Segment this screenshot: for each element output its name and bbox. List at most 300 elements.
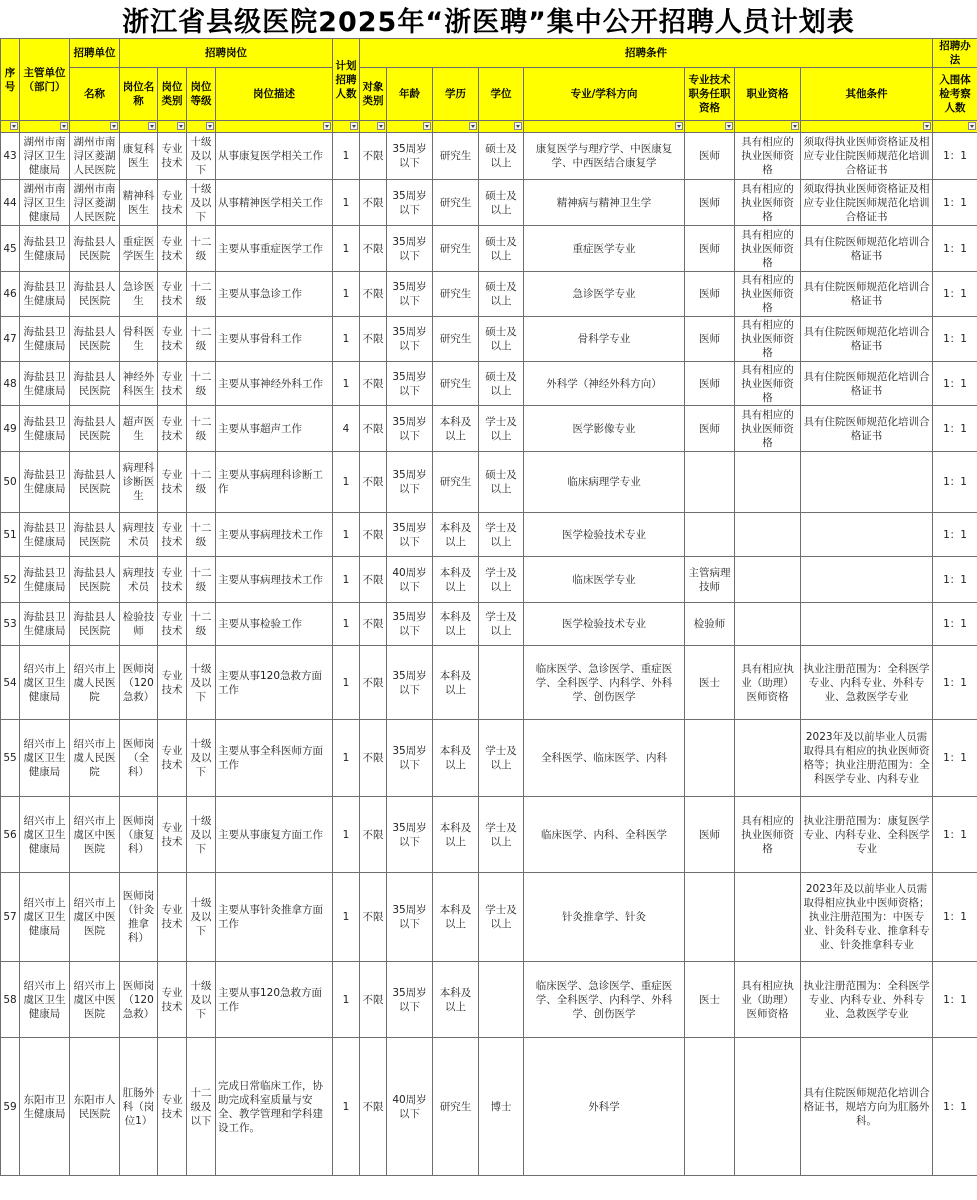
cell-post: 骨科医生 (120, 317, 158, 362)
cell-age: 35周岁以下 (387, 226, 433, 272)
cell-license: 具有相应执业（助理）医师资格 (735, 962, 801, 1038)
cell-level: 十二级 (187, 362, 216, 406)
cell-degree: 学士及以上 (479, 797, 524, 873)
cell-level: 十二级 (187, 317, 216, 362)
cell-count: 1 (333, 797, 360, 873)
cell-unit: 海盐县人民医院 (70, 272, 120, 317)
cell-desc: 主要从事检验工作 (216, 603, 333, 646)
filter-dropdown-icon[interactable] (177, 122, 185, 130)
cell-target: 不限 (360, 962, 387, 1038)
cell-education: 研究生 (433, 180, 479, 226)
cell-post: 医师岗（120急救） (120, 646, 158, 720)
cell-license: 具有相应的执业医师资格 (735, 362, 801, 406)
cell-unit: 东阳市人民医院 (70, 1038, 120, 1176)
cell-seq: 45 (1, 226, 20, 272)
cell-ratio: 1：1 (933, 646, 977, 720)
cell-level: 十级及以下 (187, 962, 216, 1038)
cell-education: 研究生 (433, 272, 479, 317)
cell-desc: 主要从事针灸推拿方面工作 (216, 873, 333, 962)
cell-other: 须取得执业医师资格证及相应专业住院医师规范化培训合格证书 (801, 133, 933, 180)
cell-education: 本科及以上 (433, 406, 479, 452)
cell-dept: 湖州市南浔区卫生健康局 (20, 180, 70, 226)
cell-level: 十级及以下 (187, 720, 216, 797)
filter-dropdown-icon[interactable] (514, 122, 522, 130)
cell-post: 急诊医生 (120, 272, 158, 317)
cell-major: 临床医学、急诊医学、重症医学、全科医学、内科学、外科学、创伤医学 (524, 962, 685, 1038)
cell-unit: 湖州市南浔区菱湖人民医院 (70, 180, 120, 226)
table-row[interactable] (1, 603, 977, 646)
cell-unit: 海盐县人民医院 (70, 513, 120, 557)
cell-dept: 海盐县卫生健康局 (20, 452, 70, 513)
filter-cell (479, 121, 524, 133)
cell-title-qual: 医士 (685, 962, 735, 1038)
header-ratio: 入围体检考察人数 (933, 68, 977, 121)
filter-cell (801, 121, 933, 133)
cell-dept: 绍兴市上虞区卫生健康局 (20, 962, 70, 1038)
cell-major: 外科学（神经外科方向） (524, 362, 685, 406)
cell-count: 1 (333, 962, 360, 1038)
cell-desc: 主要从事神经外科工作 (216, 362, 333, 406)
filter-dropdown-icon[interactable] (350, 122, 358, 130)
cell-level: 十级及以下 (187, 180, 216, 226)
cell-education: 研究生 (433, 317, 479, 362)
cell-dept: 海盐县卫生健康局 (20, 513, 70, 557)
cell-type: 专业技术 (158, 133, 187, 180)
cell-license: 具有相应的执业医师资格 (735, 317, 801, 362)
cell-seq: 53 (1, 603, 20, 646)
cell-major: 临床病理学专业 (524, 452, 685, 513)
cell-target: 不限 (360, 362, 387, 406)
cell-title-qual: 医师 (685, 272, 735, 317)
header-license: 职业资格 (735, 68, 801, 121)
cell-level: 十二级 (187, 603, 216, 646)
cell-seq: 52 (1, 557, 20, 603)
table-row[interactable] (1, 797, 977, 873)
cell-unit: 绍兴市上虞区中医医院 (70, 962, 120, 1038)
filter-cell (333, 121, 360, 133)
cell-major: 外科学 (524, 1038, 685, 1176)
cell-desc: 主要从事超声工作 (216, 406, 333, 452)
cell-major: 医学检验技术专业 (524, 513, 685, 557)
cell-post: 精神科医生 (120, 180, 158, 226)
cell-dept: 海盐县卫生健康局 (20, 317, 70, 362)
filter-cell (735, 121, 801, 133)
cell-ratio: 1：1 (933, 180, 977, 226)
cell-type: 专业技术 (158, 180, 187, 226)
cell-title-qual: 医师 (685, 362, 735, 406)
cell-license (735, 557, 801, 603)
cell-level: 十级及以下 (187, 646, 216, 720)
cell-age: 35周岁以下 (387, 646, 433, 720)
cell-unit: 海盐县人民医院 (70, 317, 120, 362)
cell-major: 精神病与精神卫生学 (524, 180, 685, 226)
cell-count: 1 (333, 317, 360, 362)
cell-ratio: 1：1 (933, 1038, 977, 1176)
cell-license: 具有相应执业（助理）医师资格 (735, 646, 801, 720)
cell-degree: 学士及以上 (479, 720, 524, 797)
cell-ratio: 1：1 (933, 406, 977, 452)
cell-age: 35周岁以下 (387, 406, 433, 452)
cell-ratio: 1：1 (933, 226, 977, 272)
cell-ratio: 1：1 (933, 720, 977, 797)
cell-major: 重症医学专业 (524, 226, 685, 272)
cell-post: 医师岗（全科） (120, 720, 158, 797)
cell-age: 35周岁以下 (387, 720, 433, 797)
cell-desc: 主要从事120急救方面工作 (216, 962, 333, 1038)
header-post-name: 岗位名称 (120, 68, 158, 121)
table-row[interactable] (1, 873, 977, 962)
cell-post: 神经外科医生 (120, 362, 158, 406)
cell-license: 具有相应的执业医师资格 (735, 226, 801, 272)
filter-dropdown-icon[interactable] (148, 122, 156, 130)
table-row[interactable] (1, 720, 977, 797)
table-row[interactable] (1, 133, 977, 180)
cell-education: 本科及以上 (433, 720, 479, 797)
filter-cell (433, 121, 479, 133)
cell-seq: 54 (1, 646, 20, 720)
cell-education: 本科及以上 (433, 513, 479, 557)
cell-count: 1 (333, 873, 360, 962)
table-row[interactable] (1, 406, 977, 452)
cell-target: 不限 (360, 873, 387, 962)
cell-degree: 学士及以上 (479, 557, 524, 603)
cell-title-qual (685, 873, 735, 962)
cell-age: 35周岁以下 (387, 452, 433, 513)
cell-target: 不限 (360, 513, 387, 557)
cell-post: 康复科医生 (120, 133, 158, 180)
cell-level: 十二级 (187, 513, 216, 557)
cell-dept: 海盐县卫生健康局 (20, 362, 70, 406)
cell-degree (479, 962, 524, 1038)
filter-dropdown-icon[interactable] (206, 122, 214, 130)
cell-seq: 58 (1, 962, 20, 1038)
filter-cell (524, 121, 685, 133)
cell-dept: 绍兴市上虞区卫生健康局 (20, 646, 70, 720)
filter-dropdown-icon[interactable] (725, 122, 733, 130)
cell-seq: 43 (1, 133, 20, 180)
cell-type: 专业技术 (158, 272, 187, 317)
cell-education: 本科及以上 (433, 873, 479, 962)
cell-type: 专业技术 (158, 317, 187, 362)
cell-post: 重症医学医生 (120, 226, 158, 272)
cell-target: 不限 (360, 797, 387, 873)
cell-title-qual: 医师 (685, 180, 735, 226)
cell-major: 医学影像专业 (524, 406, 685, 452)
cell-level: 十级及以下 (187, 873, 216, 962)
filter-dropdown-icon[interactable] (60, 122, 68, 130)
cell-unit: 湖州市南浔区菱湖人民医院 (70, 133, 120, 180)
cell-seq: 50 (1, 452, 20, 513)
cell-other: 须取得执业医师资格证及相应专业住院医师规范化培训合格证书 (801, 180, 933, 226)
cell-unit: 海盐县人民医院 (70, 452, 120, 513)
cell-count: 1 (333, 452, 360, 513)
header-target: 对象类别 (360, 68, 387, 121)
cell-target: 不限 (360, 720, 387, 797)
filter-dropdown-icon[interactable] (923, 122, 931, 130)
cell-dept: 绍兴市上虞区卫生健康局 (20, 797, 70, 873)
cell-other (801, 603, 933, 646)
cell-post: 病理技术员 (120, 513, 158, 557)
cell-dept: 湖州市南浔区卫生健康局 (20, 133, 70, 180)
cell-other (801, 557, 933, 603)
cell-ratio: 1：1 (933, 513, 977, 557)
filter-dropdown-icon[interactable] (377, 122, 385, 130)
cell-degree: 学士及以上 (479, 873, 524, 962)
cell-license (735, 873, 801, 962)
table-row[interactable] (1, 317, 977, 362)
cell-age: 35周岁以下 (387, 317, 433, 362)
table-row[interactable] (1, 557, 977, 603)
header-unit-name: 名称 (70, 68, 120, 121)
cell-unit: 海盐县人民医院 (70, 557, 120, 603)
cell-post: 检验技师 (120, 603, 158, 646)
cell-license: 具有相应的执业医师资格 (735, 180, 801, 226)
cell-level: 十级及以下 (187, 133, 216, 180)
cell-title-qual: 医师 (685, 226, 735, 272)
cell-target: 不限 (360, 646, 387, 720)
filter-cell (1, 121, 20, 133)
cell-degree: 硕士及以上 (479, 180, 524, 226)
table-row[interactable] (1, 362, 977, 406)
filter-cell (387, 121, 433, 133)
cell-other: 具有住院医师规范化培训合格证书 (801, 272, 933, 317)
cell-degree: 硕士及以上 (479, 272, 524, 317)
header-dept: 主管单位（部门） (20, 39, 70, 121)
cell-type: 专业技术 (158, 962, 187, 1038)
cell-major: 临床医学、内科、全科医学 (524, 797, 685, 873)
cell-ratio: 1：1 (933, 452, 977, 513)
cell-title-qual: 检验师 (685, 603, 735, 646)
cell-count: 1 (333, 226, 360, 272)
cell-target: 不限 (360, 603, 387, 646)
cell-dept: 海盐县卫生健康局 (20, 406, 70, 452)
cell-target: 不限 (360, 180, 387, 226)
cell-level: 十二级 (187, 452, 216, 513)
cell-title-qual (685, 513, 735, 557)
cell-ratio: 1：1 (933, 873, 977, 962)
cell-level: 十二级 (187, 557, 216, 603)
cell-seq: 49 (1, 406, 20, 452)
cell-other: 具有住院医师规范化培训合格证书 (801, 226, 933, 272)
cell-seq: 59 (1, 1038, 20, 1176)
cell-degree: 硕士及以上 (479, 452, 524, 513)
cell-desc: 主要从事急诊工作 (216, 272, 333, 317)
cell-level: 十二级 (187, 406, 216, 452)
table-row[interactable] (1, 513, 977, 557)
recruitment-table (0, 38, 977, 1176)
cell-degree: 硕士及以上 (479, 133, 524, 180)
cell-license (735, 452, 801, 513)
table-row[interactable] (1, 226, 977, 272)
filter-cell (20, 121, 70, 133)
cell-ratio: 1：1 (933, 962, 977, 1038)
cell-other: 执业注册范围为：全科医学专业、内科专业、外科专业、急救医学专业 (801, 962, 933, 1038)
cell-education: 研究生 (433, 452, 479, 513)
filter-dropdown-icon[interactable] (10, 122, 18, 130)
cell-count: 1 (333, 603, 360, 646)
cell-desc: 主要从事骨科工作 (216, 317, 333, 362)
cell-degree: 硕士及以上 (479, 226, 524, 272)
table-row[interactable] (1, 180, 977, 226)
cell-major: 康复医学与理疗学、中医康复学、中西医结合康复学 (524, 133, 685, 180)
cell-target: 不限 (360, 557, 387, 603)
sheet-title: 浙江省县级医院2025年“浙医聘”集中公开招聘人员计划表 (0, 0, 977, 39)
cell-type: 专业技术 (158, 797, 187, 873)
cell-title-qual: 医师 (685, 133, 735, 180)
cell-education: 研究生 (433, 1038, 479, 1176)
cell-major: 临床医学、急诊医学、重症医学、全科医学、内科学、外科学、创伤医学 (524, 646, 685, 720)
cell-type: 专业技术 (158, 557, 187, 603)
cell-major: 针灸推拿学、针灸 (524, 873, 685, 962)
filter-cell (685, 121, 735, 133)
filter-dropdown-icon[interactable] (675, 122, 683, 130)
header-seq: 序号 (1, 39, 20, 121)
cell-license (735, 1038, 801, 1176)
cell-age: 40周岁以下 (387, 557, 433, 603)
cell-license: 具有相应的执业医师资格 (735, 272, 801, 317)
table-row[interactable] (1, 1038, 977, 1176)
cell-title-qual: 主管病理技师 (685, 557, 735, 603)
cell-post: 病理技术员 (120, 557, 158, 603)
filter-cell (216, 121, 333, 133)
filter-dropdown-icon[interactable] (423, 122, 431, 130)
header-post-type: 岗位类别 (158, 68, 187, 121)
cell-desc: 主要从事重症医学工作 (216, 226, 333, 272)
cell-target: 不限 (360, 133, 387, 180)
filter-dropdown-icon[interactable] (323, 122, 331, 130)
cell-other: 2023年及以前毕业人员需取得相应执业中医师资格；执业注册范围为：中医专业、针灸科专业、推拿科专业、针灸推拿科专业 (801, 873, 933, 962)
table-row[interactable] (1, 646, 977, 720)
cell-count: 1 (333, 720, 360, 797)
cell-other (801, 452, 933, 513)
cell-ratio: 1：1 (933, 557, 977, 603)
cell-desc: 主要从事病理技术工作 (216, 513, 333, 557)
cell-seq: 55 (1, 720, 20, 797)
filter-dropdown-icon[interactable] (110, 122, 118, 130)
cell-major: 临床医学专业 (524, 557, 685, 603)
cell-target: 不限 (360, 452, 387, 513)
filter-dropdown-icon[interactable] (791, 122, 799, 130)
cell-unit: 绍兴市上虞区中医医院 (70, 797, 120, 873)
cell-license (735, 603, 801, 646)
cell-desc: 从事精神医学相关工作 (216, 180, 333, 226)
cell-desc: 主要从事全科医师方面工作 (216, 720, 333, 797)
cell-type: 专业技术 (158, 603, 187, 646)
header-education: 学历 (433, 68, 479, 121)
cell-education: 本科及以上 (433, 557, 479, 603)
filter-row (1, 121, 977, 133)
cell-age: 35周岁以下 (387, 362, 433, 406)
cell-degree: 硕士及以上 (479, 317, 524, 362)
cell-title-qual: 医师 (685, 797, 735, 873)
cell-license (735, 720, 801, 797)
table-header (1, 39, 977, 133)
cell-count: 1 (333, 272, 360, 317)
cell-type: 专业技术 (158, 452, 187, 513)
cell-dept: 海盐县卫生健康局 (20, 226, 70, 272)
cell-count: 1 (333, 646, 360, 720)
filter-dropdown-icon[interactable] (968, 122, 976, 130)
cell-ratio: 1：1 (933, 317, 977, 362)
filter-dropdown-icon[interactable] (469, 122, 477, 130)
cell-other: 2023年及以前毕业人员需取得具有相应的执业医师资格等；执业注册范围为：全科医学专业、内科专业 (801, 720, 933, 797)
cell-age: 35周岁以下 (387, 603, 433, 646)
header-post-group: 招聘岗位 (120, 39, 333, 68)
cell-dept: 海盐县卫生健康局 (20, 272, 70, 317)
cell-unit: 绍兴市上虞区中医医院 (70, 873, 120, 962)
cell-age: 35周岁以下 (387, 133, 433, 180)
cell-level: 十级及以下 (187, 797, 216, 873)
cell-type: 专业技术 (158, 406, 187, 452)
cell-desc: 从事康复医学相关工作 (216, 133, 333, 180)
cell-education: 本科及以上 (433, 603, 479, 646)
header-degree: 学位 (479, 68, 524, 121)
cell-other: 执业注册范围为：康复医学专业、内科专业、全科医学专业 (801, 797, 933, 873)
cell-education: 研究生 (433, 362, 479, 406)
header-other: 其他条件 (801, 68, 933, 121)
cell-age: 35周岁以下 (387, 180, 433, 226)
table-row[interactable] (1, 272, 977, 317)
cell-count: 1 (333, 513, 360, 557)
cell-post: 医师岗（120急救） (120, 962, 158, 1038)
cell-other: 具有住院医师规范化培训合格证书 (801, 406, 933, 452)
cell-ratio: 1：1 (933, 272, 977, 317)
cell-post: 肛肠外科（岗位1） (120, 1038, 158, 1176)
cell-post: 超声医生 (120, 406, 158, 452)
cell-seq: 48 (1, 362, 20, 406)
cell-seq: 47 (1, 317, 20, 362)
cell-title-qual: 医师 (685, 317, 735, 362)
cell-license (735, 513, 801, 557)
cell-unit: 海盐县人民医院 (70, 362, 120, 406)
cell-major: 急诊医学专业 (524, 272, 685, 317)
cell-target: 不限 (360, 1038, 387, 1176)
header-major: 专业/学科方向 (524, 68, 685, 121)
cell-education: 本科及以上 (433, 646, 479, 720)
cell-desc: 主要从事康复方面工作 (216, 797, 333, 873)
cell-type: 专业技术 (158, 1038, 187, 1176)
cell-education: 研究生 (433, 226, 479, 272)
cell-major: 骨科学专业 (524, 317, 685, 362)
cell-desc: 主要从事病理技术工作 (216, 557, 333, 603)
filter-cell (360, 121, 387, 133)
header-title-qual: 专业技术职务任职资格 (685, 68, 735, 121)
table-body (1, 133, 977, 1176)
cell-major: 全科医学、临床医学、内科 (524, 720, 685, 797)
cell-seq: 51 (1, 513, 20, 557)
cell-level: 十二级 (187, 272, 216, 317)
cell-post: 病理科诊断医生 (120, 452, 158, 513)
cell-seq: 44 (1, 180, 20, 226)
cell-ratio: 1：1 (933, 603, 977, 646)
table-row[interactable] (1, 452, 977, 513)
cell-type: 专业技术 (158, 720, 187, 797)
cell-type: 专业技术 (158, 226, 187, 272)
cell-level: 十二级及以下 (187, 1038, 216, 1176)
cell-other: 具有住院医师规范化培训合格证书 (801, 317, 933, 362)
cell-ratio: 1：1 (933, 362, 977, 406)
table-row[interactable] (1, 962, 977, 1038)
filter-cell (933, 121, 977, 133)
cell-desc: 主要从事120急救方面工作 (216, 646, 333, 720)
cell-major: 医学检验技术专业 (524, 603, 685, 646)
cell-type: 专业技术 (158, 513, 187, 557)
cell-education: 研究生 (433, 133, 479, 180)
cell-degree: 学士及以上 (479, 406, 524, 452)
cell-degree: 学士及以上 (479, 603, 524, 646)
cell-dept: 东阳市卫生健康局 (20, 1038, 70, 1176)
header-unit-group: 招聘单位 (70, 39, 120, 68)
